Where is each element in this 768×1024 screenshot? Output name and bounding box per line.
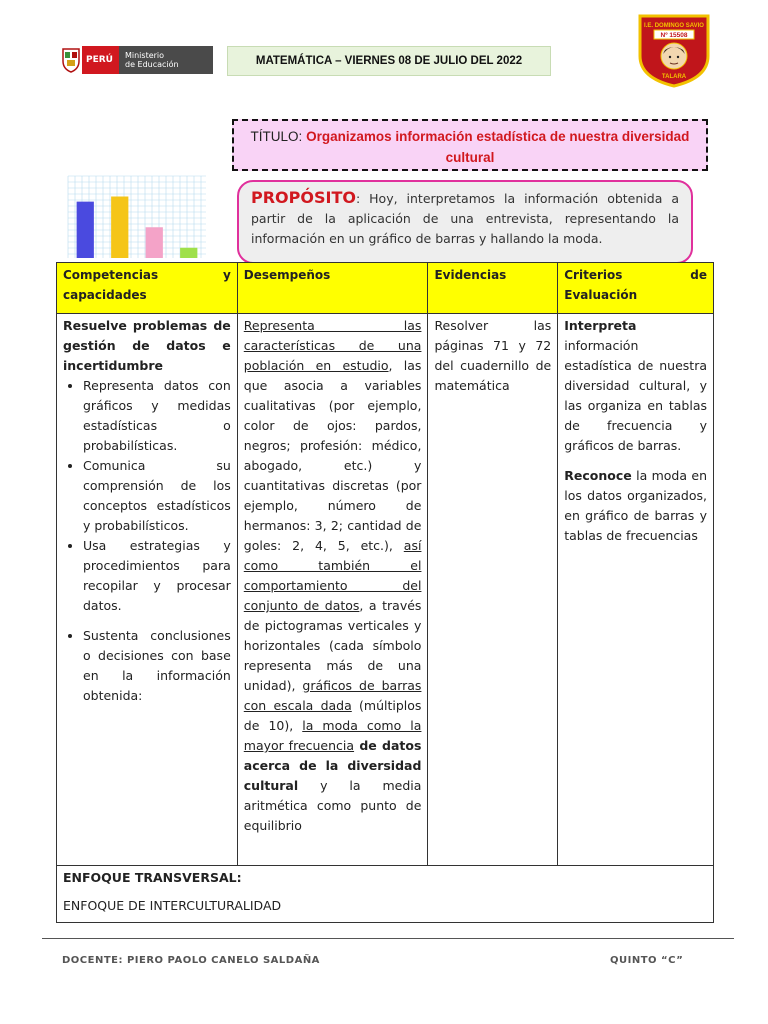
ministry-name	[119, 46, 213, 74]
ministry-line-2: de Educación	[124, 60, 179, 69]
desempeno-part-2: , las que asocia a variables cualitativas (por ejemplo, color de ojos: pardos, negros; profesión: médico, abogado, etc.) y cuantitativas discretas (por ejemplo, número de hermanos: 3, 2; cantidad de goles: 2, 4, 5, etc.),	[243, 358, 422, 553]
desempeno-part-4: , a través de pictogramas verticales y horizontales (cada símbolo representa más de una unidad),	[243, 598, 422, 693]
enfoque-cell	[57, 866, 714, 923]
criterio-1	[564, 316, 707, 456]
purpose-text: : Hoy, interpretamos la información obtenida a partir de la aplicación de una entrevista, representando la información en un gráfico de barras y hallando la moda.	[251, 191, 679, 246]
footer-teacher: DOCENTE: PIERO PAOLO CANELO SALDAÑA	[62, 955, 320, 966]
capacidad-item: • Usa estrategias y procedimientos para recopilar y procesar datos.	[83, 536, 231, 616]
chart-bar	[111, 197, 128, 259]
school-name: I.E. DOMINGO SAVIO	[644, 23, 704, 29]
header-competencias-word1: Competencias	[63, 268, 159, 282]
footer-divider	[42, 938, 734, 939]
title-box	[232, 119, 708, 171]
desempeno-part-7: la moda como la mayor frecuencia	[243, 718, 422, 753]
competencias-cell	[57, 314, 238, 866]
school-badge-logo	[636, 12, 712, 88]
desempeno-part-3: así como también el comportamiento del conjunto de datos	[243, 538, 422, 613]
criterio-2-text: la moda en los datos organizados, en gráfico de barras y tablas de frecuencias	[564, 468, 707, 543]
school-city: TALARA	[661, 74, 687, 80]
purpose-box	[237, 180, 693, 264]
ministry-line-1: Ministerio	[124, 51, 165, 60]
desempeno-part-8: de datos acerca de la diversidad cultural	[243, 738, 422, 793]
peru-label: PERÚ	[82, 46, 119, 74]
desempeno-part-1: Representa las características de una población en estudio	[243, 318, 422, 373]
capacidad-item: • Representa datos con gráficos y medidas estadísticas o probabilísticas.	[83, 376, 231, 456]
table-header-row	[57, 263, 714, 314]
chart-bar	[180, 248, 197, 258]
capacidades-list	[63, 376, 231, 706]
date-banner: MATEMÁTICA – VIERNES 08 DE JULIO DEL 2022	[227, 46, 551, 76]
desempeno-part-9: y la media aritmética como punto de equilibrio	[243, 778, 422, 833]
thumbnail-bar-chart	[60, 172, 210, 264]
competencies-table	[56, 262, 714, 923]
header-competencias-word3: capacidades	[63, 288, 147, 302]
criterio-1-text: información estadística de nuestra diversidad cultural, y las organiza en tablas de frecuencia y gráficos de barras.	[564, 338, 707, 453]
title-label: TÍTULO:	[250, 129, 307, 144]
criterio-2-verb: Reconoce	[564, 468, 632, 483]
enfoque-value: ENFOQUE DE INTERCULTURALIDAD	[63, 898, 282, 913]
evidencias-cell: Resolver las páginas 71 y 72 del cuadernillo de matemática	[428, 314, 558, 866]
ministry-logo	[60, 44, 216, 76]
header-criterios-word3: Evaluación	[564, 288, 638, 302]
capacidad-item: • Comunica su comprensión de los conceptos estadísticos y probabilísticos.	[83, 456, 231, 536]
criterio-2	[564, 466, 707, 546]
criterios-cell	[558, 314, 714, 866]
header-desempenos: Desempeños	[237, 263, 428, 314]
purpose-label: PROPÓSITO	[251, 188, 356, 207]
desempeno-part-6: (múltiplos de 10),	[243, 698, 422, 733]
footer-grade: QUINTO “C”	[610, 955, 684, 966]
desempeno-part-5: gráficos de barras con escala dada	[243, 678, 422, 713]
enfoque-label: ENFOQUE TRANSVERSAL:	[63, 870, 242, 885]
chart-bar	[77, 202, 94, 258]
header-criterios-word1: Criterios	[564, 268, 623, 282]
chart-bar	[146, 227, 163, 258]
header-evidencias: Evidencias	[428, 263, 558, 314]
competencia-title: Resuelve problemas de gestión de datos e incertidumbre	[63, 318, 231, 373]
header-criterios	[558, 263, 714, 314]
desempeno-cell	[237, 314, 428, 866]
header-competencias	[57, 263, 238, 314]
table-body-row	[57, 314, 714, 866]
criterio-1-verb: Interpreta	[564, 318, 637, 333]
header-criterios-word2: de	[690, 268, 707, 282]
enfoque-row	[57, 866, 714, 923]
title-text: Organizamos información estadística de nuestra diversidad cultural	[306, 129, 690, 165]
school-number: Nº 15508	[660, 32, 688, 39]
capacidad-item: • Sustenta conclusiones o decisiones con base en la información obtenida:	[83, 626, 231, 706]
peru-shield-icon	[60, 46, 82, 74]
header-competencias-word2: y	[222, 268, 231, 282]
